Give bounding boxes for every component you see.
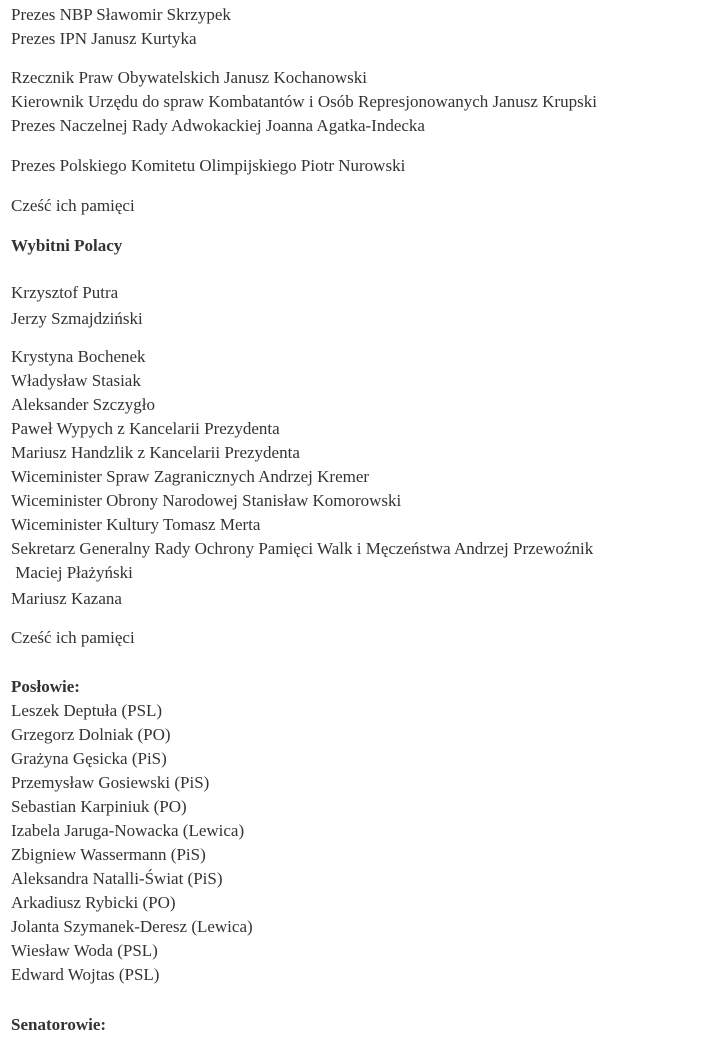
list-item: Zbigniew Wassermann (PiS) [11,845,206,864]
list-item: Paweł Wypych z Kancelarii Prezydenta [11,419,280,438]
list-item: Leszek Deptuła (PSL) [11,701,163,720]
list-item: Izabela Jaruga-Nowacka (Lewica) [11,821,245,840]
list-item: Władysław Stasiak [11,371,141,390]
list-item: Prezes NBP Sławomir Skrzypek [11,5,231,24]
list-item: Krzysztof Putra [11,283,119,302]
list-item: Jerzy Szmajdziński [11,309,143,328]
memory-line: Cześć ich pamięci [11,628,135,647]
list-item: Kierownik Urzędu do spraw Kombatantów i Osób Represjonowanych Janusz Krupski [11,92,597,111]
list-item: Jolanta Szymanek-Deresz (Lewica) [11,917,253,936]
section-heading-poslowie: Posłowie: [11,677,80,696]
list-item: Rzecznik Praw Obywatelskich Janusz Kochanowski [11,68,367,87]
list-item: Grażyna Gęsicka (PiS) [11,749,167,768]
list-item: Mariusz Kazana [11,589,122,608]
list-item: Arkadiusz Rybicki (PO) [11,893,176,912]
list-item: Edward Wojtas (PSL) [11,965,160,984]
list-item: Aleksander Szczygło [11,395,155,414]
list-item: Prezes IPN Janusz Kurtyka [11,29,197,48]
memory-line: Cześć ich pamięci [11,196,135,215]
list-item: Maciej Płażyński [11,563,133,582]
list-item: Wiesław Woda (PSL) [11,941,158,960]
list-item: Grzegorz Dolniak (PO) [11,725,171,744]
list-item: Sekretarz Generalny Rady Ochrony Pamięci Walk i Męczeństwa Andrzej Przewoźnik [11,539,594,558]
list-item: Prezes Polskiego Komitetu Olimpijskiego Piotr Nurowski [11,156,406,175]
list-item: Aleksandra Natalli-Świat (PiS) [11,869,223,888]
list-item: Mariusz Handzlik z Kancelarii Prezydenta [11,443,300,462]
list-item: Wiceminister Spraw Zagranicznych Andrzej Kremer [11,467,370,486]
list-item: Krystyna Bochenek [11,347,146,366]
list-item: Sebastian Karpiniuk (PO) [11,797,187,816]
list-item: Prezes Naczelnej Rady Adwokackiej Joanna Agatka-Indecka [11,116,425,135]
list-item: Przemysław Gosiewski (PiS) [11,773,210,792]
list-item: Wiceminister Obrony Narodowej Stanisław Komorowski [11,491,402,510]
list-item: Wiceminister Kultury Tomasz Merta [11,515,261,534]
section-heading-wybitni: Wybitni Polacy [11,236,123,255]
section-heading-senatorowie: Senatorowie: [11,1015,107,1034]
